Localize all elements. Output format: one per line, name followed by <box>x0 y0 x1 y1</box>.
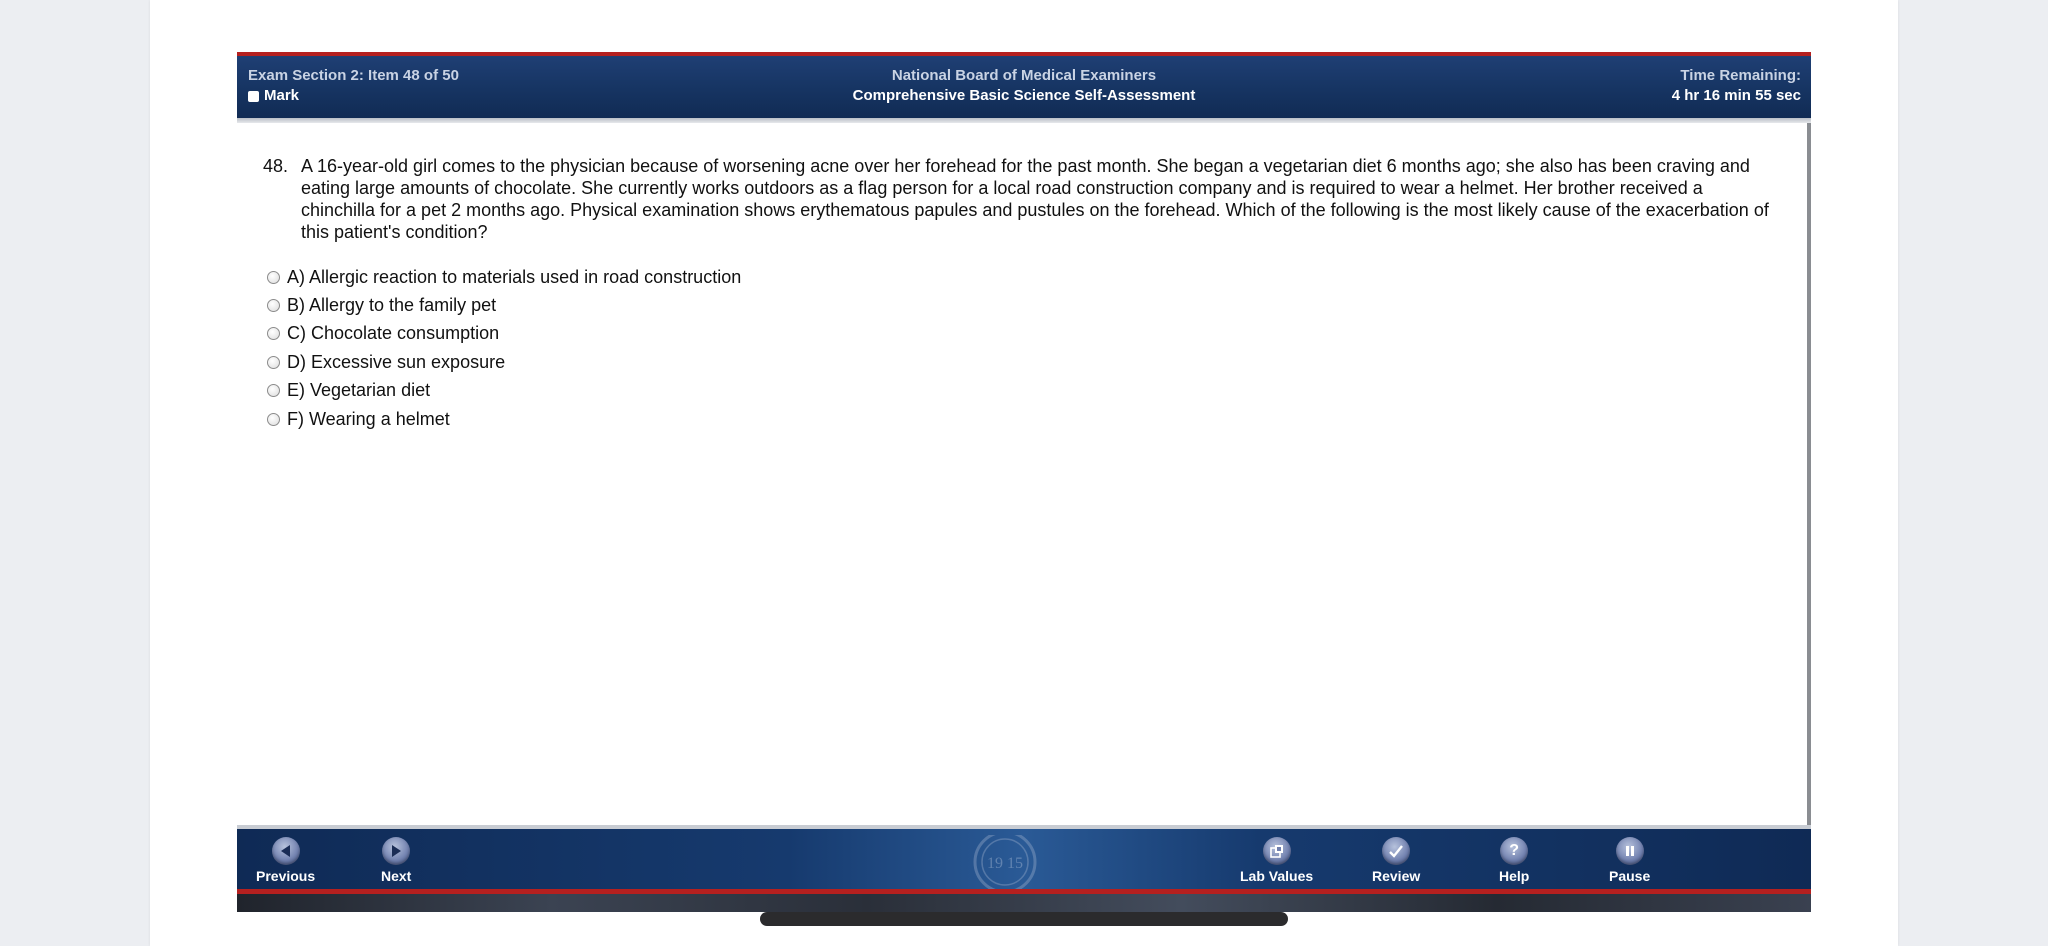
answer-option-label[interactable]: A) Allergic reaction to materials used in road construction <box>287 266 742 287</box>
help-button[interactable] <box>1499 837 1529 884</box>
org-name: National Board of Medical Examiners <box>891 67 1157 84</box>
help-label[interactable]: Help <box>1499 868 1530 884</box>
question-icon[interactable]: ? <box>1500 837 1528 865</box>
answer-option-label[interactable]: B) Allergy to the family pet <box>287 295 497 316</box>
answer-option-b[interactable] <box>267 291 741 319</box>
answer-option-label[interactable]: E) Vegetarian diet <box>287 380 431 401</box>
exam-window <box>237 52 1811 918</box>
time-remaining-value: 4 hr 16 min 55 sec <box>1671 87 1801 104</box>
answer-option-c[interactable] <box>267 320 741 348</box>
mark-label: Mark <box>264 87 300 104</box>
checkmark-icon[interactable] <box>1382 837 1410 865</box>
horizontal-scrollbar[interactable] <box>760 912 1288 926</box>
answer-option-label[interactable]: D) Excessive sun exposure <box>287 351 506 372</box>
answer-options <box>267 263 741 433</box>
radio-button[interactable] <box>267 271 280 284</box>
lab-values-button[interactable] <box>1240 837 1313 884</box>
lab-values-icon[interactable] <box>1263 837 1291 865</box>
answer-option-label[interactable]: F) Wearing a helmet <box>287 408 450 429</box>
radio-button[interactable] <box>267 327 280 340</box>
previous-label[interactable]: Previous <box>256 868 316 884</box>
question-text: A 16-year-old girl comes to the physician because of worsening acne over her forehead for the past month. She began a vegetarian diet 6 months ago; she also has been craving and eating large amounts of chocolate. She currently works outdoors as a flag person for a local road construction company and is required to wear a helmet. Her brother received a chinchilla for a pet 2 months ago. Physical examination shows erythematous papules and pustules on the forehead. Which of the following is the most likely cause of the exacerbation of this patient's condition? <box>301 156 1769 242</box>
answer-option-a[interactable] <box>267 263 741 291</box>
question-stem <box>263 155 1773 243</box>
review-label[interactable]: Review <box>1372 868 1421 884</box>
previous-button[interactable] <box>256 837 315 884</box>
question-number: 48. <box>263 156 289 176</box>
bottom-image-strip <box>237 894 1811 912</box>
timer <box>1672 66 1801 106</box>
radio-button[interactable] <box>267 413 280 426</box>
exam-title: Comprehensive Basic Science Self-Assessment <box>852 87 1196 104</box>
answer-option-label[interactable]: C) Chocolate consumption <box>287 323 500 344</box>
radio-button[interactable] <box>267 356 280 369</box>
review-button[interactable] <box>1372 837 1420 884</box>
answer-option-f[interactable] <box>267 405 741 433</box>
question-panel <box>237 123 1811 825</box>
answer-option-e[interactable] <box>267 377 741 405</box>
radio-button[interactable] <box>267 299 280 312</box>
navigation-toolbar <box>237 829 1811 894</box>
arrow-left-icon[interactable] <box>272 837 300 865</box>
pause-icon[interactable] <box>1616 837 1644 865</box>
arrow-right-icon[interactable] <box>382 837 410 865</box>
time-remaining-label: Time Remaining: <box>1680 67 1801 84</box>
pause-label[interactable]: Pause <box>1609 868 1651 884</box>
pause-button[interactable] <box>1609 837 1650 884</box>
item-counter: Exam Section 2: Item 48 of 50 <box>248 67 459 84</box>
exam-header <box>237 52 1811 118</box>
answer-option-d[interactable] <box>267 348 741 376</box>
next-label[interactable]: Next <box>381 868 412 884</box>
radio-button[interactable] <box>267 384 280 397</box>
header-title <box>237 66 1811 106</box>
seal-year: 19 15 <box>987 855 1023 872</box>
nbme-seal-icon <box>950 835 1060 889</box>
next-button[interactable] <box>381 837 411 884</box>
lab-values-label[interactable]: Lab Values <box>1240 868 1314 884</box>
